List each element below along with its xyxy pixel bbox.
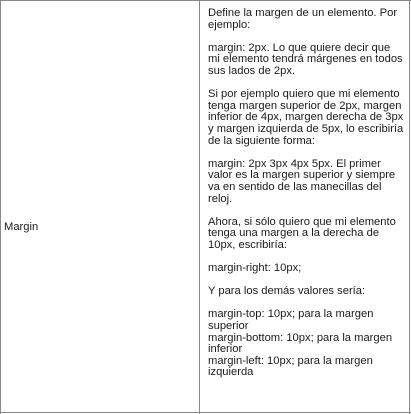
table-column-divider xyxy=(199,0,200,414)
margin-left-line: margin-left: 10px; para la margen izquierda xyxy=(208,354,373,379)
table-row-divider xyxy=(0,412,411,413)
property-name-cell: Margin xyxy=(4,221,39,233)
description-paragraph-3: Si por ejemplo quiero que mi elemento tenga margen superior de 2px, margen inferior de 4px, margen derecha de 3px y margen izquierda de 5px, lo escribiría de la siguiente forma: xyxy=(208,88,404,147)
table-left-border xyxy=(0,0,1,414)
margin-top-line: margin-top: 10px; para la margen superior xyxy=(208,308,374,333)
description-paragraph-1: Define la margen de un elemento. Por ejemplo: xyxy=(208,7,398,31)
table-right-border xyxy=(409,0,410,414)
description-paragraph-4: margin: 2px 3px 4px 5px. El primer valor es la margen superior y siempre va en sentido de las manecillas del reloj. xyxy=(208,157,396,205)
description-paragraph-5: Ahora, si sólo quiero que mi elemento tenga una margen a la derecha de 10px, escribiría: xyxy=(208,215,396,251)
property-description-cell xyxy=(208,8,404,379)
margin-values-list xyxy=(208,309,404,379)
margin-bottom-line: margin-bottom: 10px; para la margen inferior xyxy=(208,331,393,356)
description-paragraph-7: Y para los demás valores sería: xyxy=(208,285,366,298)
description-paragraph-2: margin: 2px. Lo que quiere decir que mi elemento tendrá márgenes en todos sus lados de 2px. xyxy=(208,41,403,77)
description-paragraph-6: margin-right: 10px; xyxy=(208,262,302,275)
table-top-border xyxy=(0,0,411,1)
